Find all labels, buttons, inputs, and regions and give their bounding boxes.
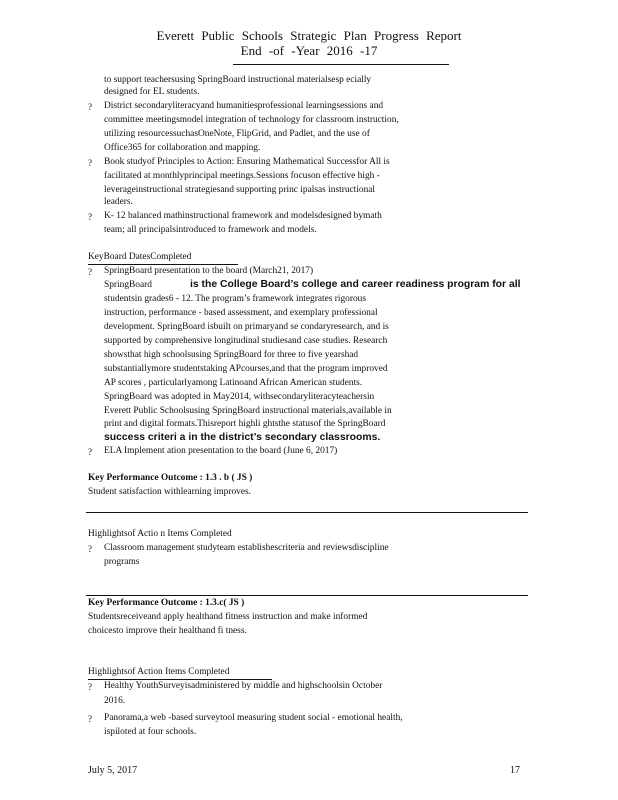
section-divider <box>86 512 528 513</box>
text-line: SpringBoard presentation to the board (March21, 2017) <box>104 266 314 276</box>
text-line: K- 12 balanced mathinstructional framework and modelsdesigned bymath <box>104 211 382 221</box>
text-line-emphasis: is the College Board’s college and career readiness program for all <box>190 279 521 290</box>
text-line: Classroom management studyteam establishescriteria and reviewsdiscipline <box>104 543 389 553</box>
text-line: Office365 for collaboration and mapping. <box>104 143 261 153</box>
text-line: to support teachersusing SpringBoard instructional materialsesp ecially <box>104 75 372 85</box>
bullet-marker: ? <box>88 714 92 724</box>
kpo-heading-1-3-c: Key Performance Outcome : 1.3.c( JS ) <box>88 598 245 608</box>
report-header <box>0 28 618 58</box>
report-title: Everett Public Schools Strategic Plan Progress Report <box>156 28 462 43</box>
text-line: committee meetingsmodel integration of technology for classroom instruction, <box>104 115 399 125</box>
text-line: 2016. <box>104 696 126 706</box>
bullet-marker: ? <box>88 212 92 222</box>
bullet-marker: ? <box>88 267 92 277</box>
text-line: instruction, performance - based assessment, and exemplary professional <box>104 308 378 318</box>
text-line: leaders. <box>104 197 133 207</box>
text-line: ELA Implement ation presentation to the board (June 6, 2017) <box>104 446 338 456</box>
header-rule <box>233 64 449 65</box>
report-subtitle: End -of -Year 2016 -17 <box>240 43 378 58</box>
section-divider <box>86 595 528 596</box>
text-line: development. SpringBoard isbuilt on primaryand se condaryresearch, and is <box>104 322 389 332</box>
text-line-emphasis: success criteri a in the district’s secondary classrooms. <box>104 432 381 443</box>
kpo-description: Student satisfaction withlearning improves. <box>88 487 251 497</box>
section-title-highlights-action-items: Highlightsof Actio n Items Completed <box>88 529 232 539</box>
text-line: supported by comprehensive longitudinal studiesand case studies. Research <box>104 336 388 346</box>
bullet-marker: ? <box>88 544 92 554</box>
text-line: SpringBoard was adopted in May2014, withsecondaryliteracyteachersin <box>104 392 375 402</box>
footer-date: July 5, 2017 <box>88 765 138 776</box>
text-line: substantiallymore studentstaking APcourses,and that the program improved <box>104 364 388 374</box>
kpo-description: choicesto improve their healthand fi tness. <box>88 626 247 636</box>
text-line: leverageinstructional strategiesand supporting princ ipalsas instructional <box>104 185 376 195</box>
kpo-description: Studentsreceiveand apply healthand fitness instruction and make informed <box>88 612 368 622</box>
page-number: 17 <box>510 765 520 776</box>
text-line: studentsin grades6 - 12. The program’s framework integrates rigorous <box>104 294 366 304</box>
text-line: ispiloted at four schools. <box>104 727 197 737</box>
section-title-key-board-dates: KeyBoard DatesCompleted <box>88 252 192 262</box>
bullet-marker: ? <box>88 682 92 692</box>
text-line: print and digital formats.Thisreport highli ghtsthe statusof the SpringBoard <box>104 419 386 429</box>
bullet-marker: ? <box>88 102 92 112</box>
section-title-highlights-action-items: Highlightsof Action Items Completed <box>88 667 230 677</box>
text-line: team; all principalsintroduced to framework and models. <box>104 225 317 235</box>
text-line: showsthat high schoolsusing SpringBoard for three to five yearshad <box>104 350 359 360</box>
text-line: SpringBoard <box>104 280 152 290</box>
bullet-marker: ? <box>88 447 92 457</box>
text-line: Panorama,a web -based surveytool measuring student social - emotional health, <box>104 713 403 723</box>
bullet-marker: ? <box>88 158 92 168</box>
text-line: District secondaryliteracyand humanitiesprofessional learningsessions and <box>104 101 384 111</box>
text-line: utilizing resourcessuchasOneNote, FlipGrid, and Padlet, and the use of <box>104 129 370 139</box>
text-line: AP scores , particularlyamong Latinoand African American students. <box>104 378 363 388</box>
kpo-heading-1-3-b: Key Performance Outcome : 1.3 . b ( JS ) <box>88 473 253 483</box>
text-line: designed for EL students. <box>104 87 200 97</box>
text-line: facilitated at monthlyprincipal meetings.Sessions focuson effective high - <box>104 171 380 181</box>
text-line: programs <box>104 557 140 567</box>
text-line: Book studyof Principles to Action: Ensuring Mathematical Successfor All is <box>104 157 390 167</box>
text-line: Healthy YouthSurveyisadministered by middle and highschoolsin October <box>104 681 383 691</box>
text-line: Everett Public Schoolsusing SpringBoard instructional materials,available in <box>104 406 392 416</box>
